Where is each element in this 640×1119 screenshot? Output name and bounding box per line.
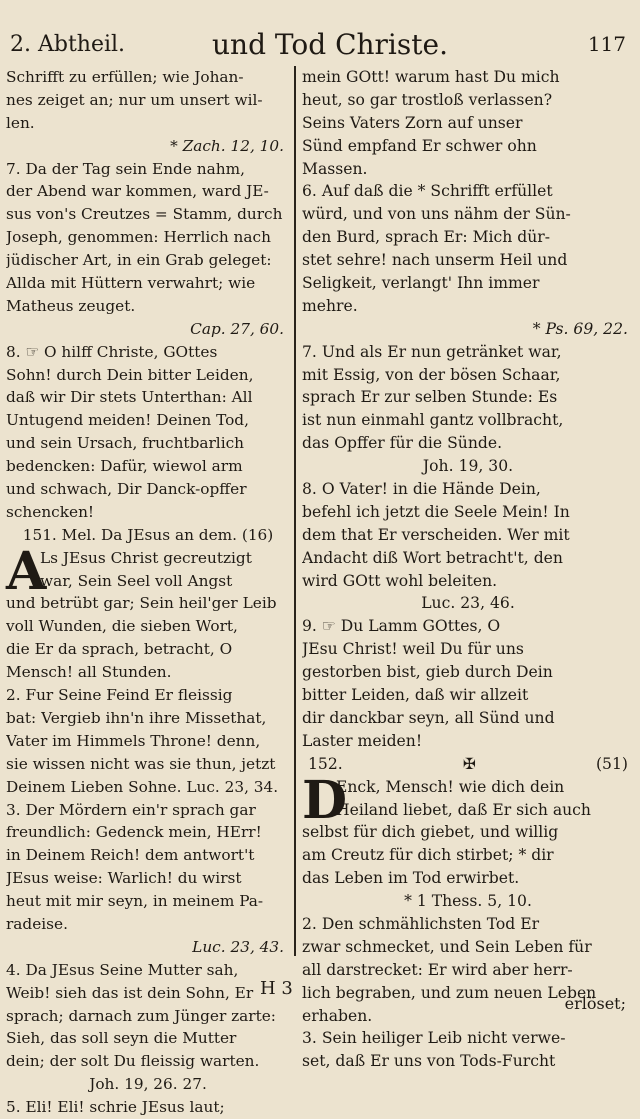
text-line: 7. Da der Tag sein Ende nahm, <box>6 159 245 178</box>
text-line: Andacht diß Wort betracht't, den <box>302 548 563 567</box>
scripture-reference: * Zach. 12, 10. <box>170 136 284 155</box>
left-column <box>6 66 290 1119</box>
right-column <box>302 66 634 1073</box>
text-line: schencken! <box>6 502 95 521</box>
text-line: Vater im Himmels Throne! denn, <box>6 731 261 750</box>
text-line: war, Sein Seel voll Angst <box>40 571 233 590</box>
text-line: Sohn! durch Dein bitter Leiden, <box>6 365 254 384</box>
text-line: 2. Den schmählichsten Tod Er <box>302 914 540 933</box>
text-line: Schrifft zu erfüllen; wie Johan- <box>6 68 244 86</box>
melody-number: (51) <box>595 754 628 773</box>
text-line: lich begraben, und zum neuen Leben <box>302 983 597 1002</box>
text-line: gestorben bist, gieb durch Dein <box>302 663 553 682</box>
text-line: 6. Auf daß die * Schrifft erfüllet <box>302 182 553 201</box>
text-line: würd, und von uns nähm der Sün- <box>302 205 571 224</box>
text-line: dein; der solt Du fleissig warten. <box>6 1052 260 1071</box>
scripture-reference: * 1 Thess. 5, 10. <box>404 892 532 911</box>
text-line: Sünd empfand Er schwer ohn <box>302 136 537 155</box>
text-line: Seligkeit, verlangt' Ihn immer <box>302 274 540 293</box>
text-line: 7. Und als Er nun getränket war, <box>302 342 562 361</box>
catchword: erlöset; <box>564 994 626 1013</box>
text-line: ist nun einmahl gantz vollbracht, <box>302 411 564 430</box>
text-line: radeise. <box>6 914 68 933</box>
text-line: der Abend war kommen, ward JE- <box>6 182 269 201</box>
text-line: 4. Da JEsus Seine Mutter sah, <box>6 960 239 979</box>
text-line: nes zeiget an; nur um unsert wil- <box>6 90 263 109</box>
text-line: wird GOtt wohl beleiten. <box>302 571 498 590</box>
text-line: heut, so gar trostloß verlassen? <box>302 90 553 109</box>
running-header <box>0 28 640 64</box>
text-line: und schwach, Dir Danck-opffer <box>6 480 247 499</box>
text-line: erhaben. <box>302 1006 373 1025</box>
text-line: mein GOtt! warum hast Du mich <box>302 68 560 86</box>
text-line: 3. Der Mördern ein'r sprach gar <box>6 800 256 819</box>
text-line: und sein Ursach, fruchtbarlich <box>6 434 245 453</box>
text-line: bitter Leiden, daß wir allzeit <box>302 686 529 705</box>
text-line: in Deinem Reich! dem antwort't <box>6 846 255 865</box>
page-title: und Tod Christe. <box>212 28 448 61</box>
text-line: die Er da sprach, betracht, O <box>6 640 233 659</box>
text-line: Massen. <box>302 159 368 178</box>
scripture-reference: Luc. 23, 46. <box>421 594 515 613</box>
text-line: Untugend meiden! Deinen Tod, <box>6 411 249 430</box>
text-line: sprach; darnach zum Jünger zarte: <box>6 1006 276 1025</box>
hymn-number: 152. <box>308 754 343 773</box>
signature-mark: H 3 <box>260 978 293 999</box>
text-line: und betrübt gar; Sein heil'ger Leib <box>6 594 277 613</box>
text-line: voll Wunden, die sieben Wort, <box>6 617 238 636</box>
text-line: sie wissen nicht was sie thun, jetzt <box>6 754 276 773</box>
text-line: das Opffer für die Sünde. <box>302 434 503 453</box>
text-line: daß wir Dir stets Unterthan: All <box>6 388 253 407</box>
text-line: Seins Vaters Zorn auf unser <box>302 113 523 132</box>
text-line: 5. Eli! Eli! schrie JEsus laut; <box>6 1098 225 1117</box>
text-line: dem that Er verscheiden. Wer mit <box>302 525 570 544</box>
text-line: jüdischer Art, in ein Grab geleget: <box>6 251 272 270</box>
cross-ornament-icon: ✠ <box>462 754 476 773</box>
text-line: Weib! sieh das ist dein Sohn, Er <box>6 983 254 1002</box>
text-line: JEsus weise: Warlich! du wirst <box>6 869 242 888</box>
text-line: zwar schmecket, und Sein Leben für <box>302 937 592 956</box>
text-line: befehl ich jetzt die Seele Mein! In <box>302 502 570 521</box>
scripture-reference: Joh. 19, 30. <box>422 457 514 476</box>
scripture-reference: * Ps. 69, 22. <box>532 319 628 338</box>
text-line: sus von's Creutzes = Stamm, durch <box>6 205 283 224</box>
text-line: all darstrecket: Er wird aber herr- <box>302 960 573 979</box>
text-line: selbst für dich giebet, und willig <box>302 823 559 842</box>
text-line: Enck, Mensch! wie dich dein <box>336 777 565 796</box>
scripture-reference: Joh. 19, 26. 27. <box>89 1075 207 1094</box>
text-line: 8. O Vater! in die Hände Dein, <box>302 480 541 499</box>
text-line: len. <box>6 113 35 132</box>
text-line: Sieh, das soll seyn die Mutter <box>6 1029 237 1048</box>
text-line: sprach Er zur selben Stunde: Es <box>302 388 558 407</box>
text-line: bat: Vergieb ihn'n ihre Missethat, <box>6 708 267 727</box>
scripture-reference: Luc. 23, 43. <box>192 937 284 956</box>
section-heading: 2. Abtheil. <box>10 32 126 57</box>
text-line: mehre. <box>302 296 358 315</box>
text-line: Joseph, genommen: Herrlich nach <box>6 228 271 247</box>
text-line: stet sehre! nach unserm Heil und <box>302 251 568 270</box>
hymn-heading-151: 151. Mel. Da JEsus an dem. (16) <box>22 525 274 544</box>
text-line: den Burd, sprach Er: Mich dür- <box>302 228 551 247</box>
drop-cap-151: A <box>6 540 47 602</box>
scripture-reference: Cap. 27, 60. <box>190 319 284 338</box>
page-number: 117 <box>587 32 626 56</box>
text-line: Laster meiden! <box>302 731 423 750</box>
text-line: Deinem Lieben Sohne. Luc. 23, 34. <box>6 777 279 796</box>
text-line: Mensch! all Stunden. <box>6 663 172 682</box>
text-line: 8. ☞ O hilff Christe, GOttes <box>6 342 218 361</box>
text-line: mit Essig, von der bösen Schaar, <box>302 365 561 384</box>
drop-cap-152: D <box>302 769 348 831</box>
text-line: Matheus zeuget. <box>6 296 136 315</box>
text-line: heut mit mir seyn, in meinem Pa- <box>6 892 264 911</box>
text-line: am Creutz für dich stirbet; * dir <box>302 846 554 865</box>
text-line: 2. Fur Seine Feind Er fleissig <box>6 686 233 705</box>
text-line: bedencken: Dafür, wiewol arm <box>6 457 243 476</box>
text-line: freundlich: Gedenck mein, HErr! <box>6 823 262 842</box>
text-line: dir danckbar seyn, all Sünd und <box>302 708 555 727</box>
text-line: Heiland liebet, daß Er sich auch <box>336 800 591 819</box>
text-line: set, daß Er uns von Tods-Furcht <box>302 1052 556 1071</box>
text-line: Allda mit Hüttern verwahrt; wie <box>6 274 256 293</box>
text-line: JEsu Christ! weil Du für uns <box>302 640 524 659</box>
text-line: Ls JEsus Christ gecreutzigt <box>40 548 252 567</box>
column-divider <box>294 66 296 956</box>
text-line: das Leben im Tod erwirbet. <box>302 869 520 888</box>
text-line: 3. Sein heiliger Leib nicht verwe- <box>302 1029 566 1048</box>
text-line: 9. ☞ Du Lamm GOttes, O <box>302 617 501 636</box>
hymn-heading-152 <box>302 753 634 776</box>
